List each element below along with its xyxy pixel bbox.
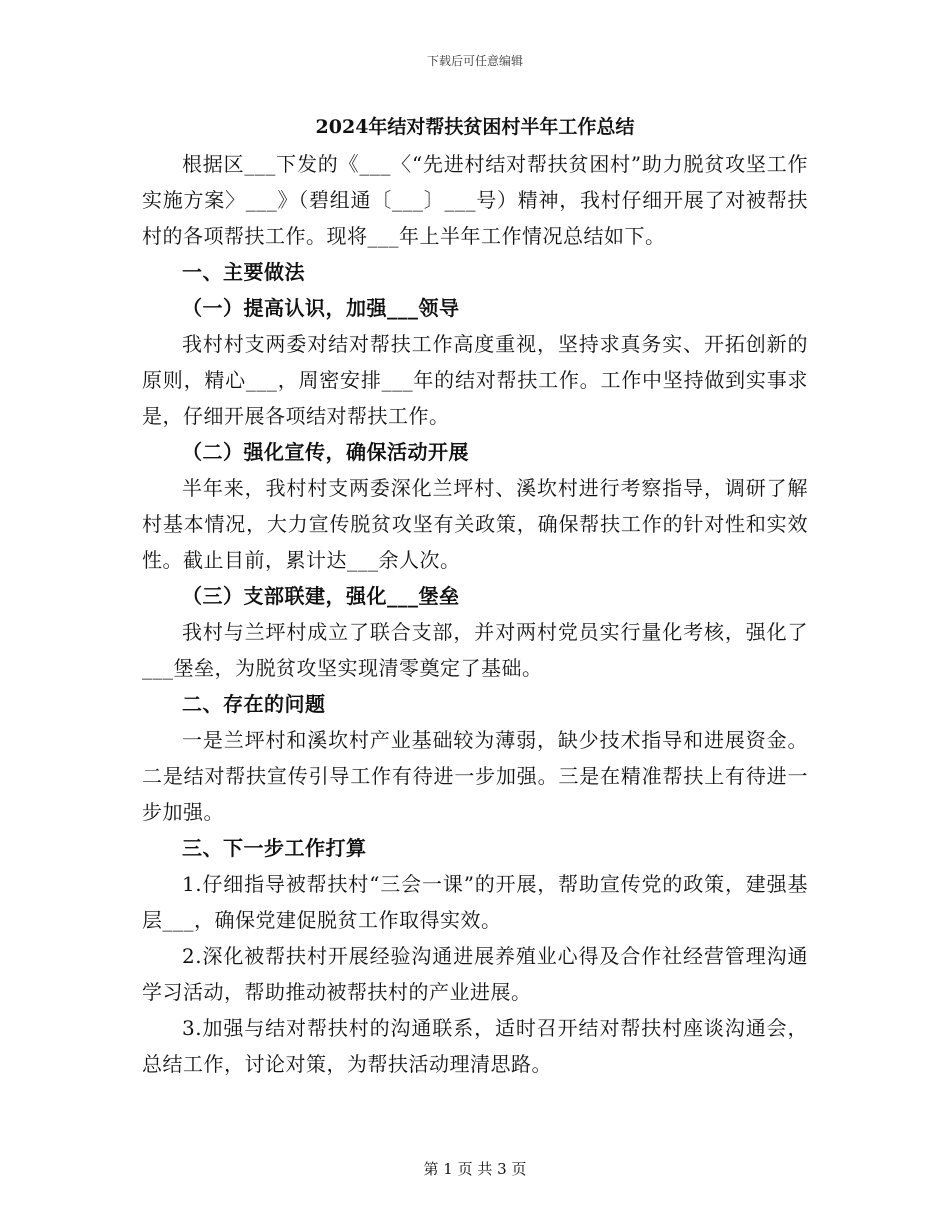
page-footer: 第 1 页 共 3 页 bbox=[423, 1160, 527, 1178]
subsection-3-paragraph: 我村与兰坪村成立了联合支部，并对两村党员实行量化考核，强化了___堡垒，为脱贫攻坚实现清零奠定了基础。 bbox=[142, 620, 808, 680]
section-3-heading: 三、下一步工作打算 bbox=[182, 836, 367, 860]
intro-paragraph: 根据区___下发的《___〈“先进村结对帮扶贫困村”助力脱贫攻坚工作实施方案〉___》（碧组通〔___〕___号）精神，我村仔细开展了对被帮扶村的各项帮扶工作。现将___年上半年工作情况总结如下。 bbox=[142, 152, 808, 248]
subsection-3-heading: （三）支部联建，强化___堡垒 bbox=[182, 584, 460, 608]
section-2-heading: 二、存在的问题 bbox=[182, 692, 326, 716]
subsection-1-paragraph: 我村村支两委对结对帮扶工作高度重视，坚持求真务实、开拓创新的原则，精心___，周密安排___年的结对帮扶工作。工作中坚持做到实事求是，仔细开展各项结对帮扶工作。 bbox=[142, 332, 808, 428]
page-header: 下载后可任意编辑 bbox=[426, 54, 523, 68]
plan-item-2: 2.深化被帮扶村开展经验沟通进展养殖业心得及合作社经营管理沟通学习活动，帮助推动被帮扶村的产业进展。 bbox=[142, 944, 808, 1004]
subsection-1-heading: （一）提高认识，加强___领导 bbox=[182, 296, 460, 320]
plan-item-3: 3.加强与结对帮扶村的沟通联系，适时召开结对帮扶村座谈沟通会，总结工作，讨论对策，为帮扶活动理清思路。 bbox=[142, 1016, 808, 1076]
document-body bbox=[142, 112, 808, 1082]
document-title: 2024年结对帮扶贫困村半年工作总结 bbox=[315, 116, 635, 138]
subsection-2-heading: （二）强化宣传，确保活动开展 bbox=[182, 440, 469, 464]
plan-item-1: 1.仔细指导被帮扶村“三会一课”的开展，帮助宣传党的政策，建强基层___，确保党建促脱贫工作取得实效。 bbox=[142, 872, 808, 932]
subsection-2-paragraph: 半年来，我村村支两委深化兰坪村、溪坎村进行考察指导，调研了解村基本情况，大力宣传脱贫攻坚有关政策，确保帮扶工作的针对性和实效性。截止目前，累计达___余人次。 bbox=[142, 476, 808, 572]
section-1-heading: 一、主要做法 bbox=[182, 260, 305, 284]
section-2-paragraph: 一是兰坪村和溪坎村产业基础较为薄弱，缺少技术指导和进展资金。二是结对帮扶宣传引导工作有待进一步加强。三是在精准帮扶上有待进一步加强。 bbox=[142, 728, 808, 824]
